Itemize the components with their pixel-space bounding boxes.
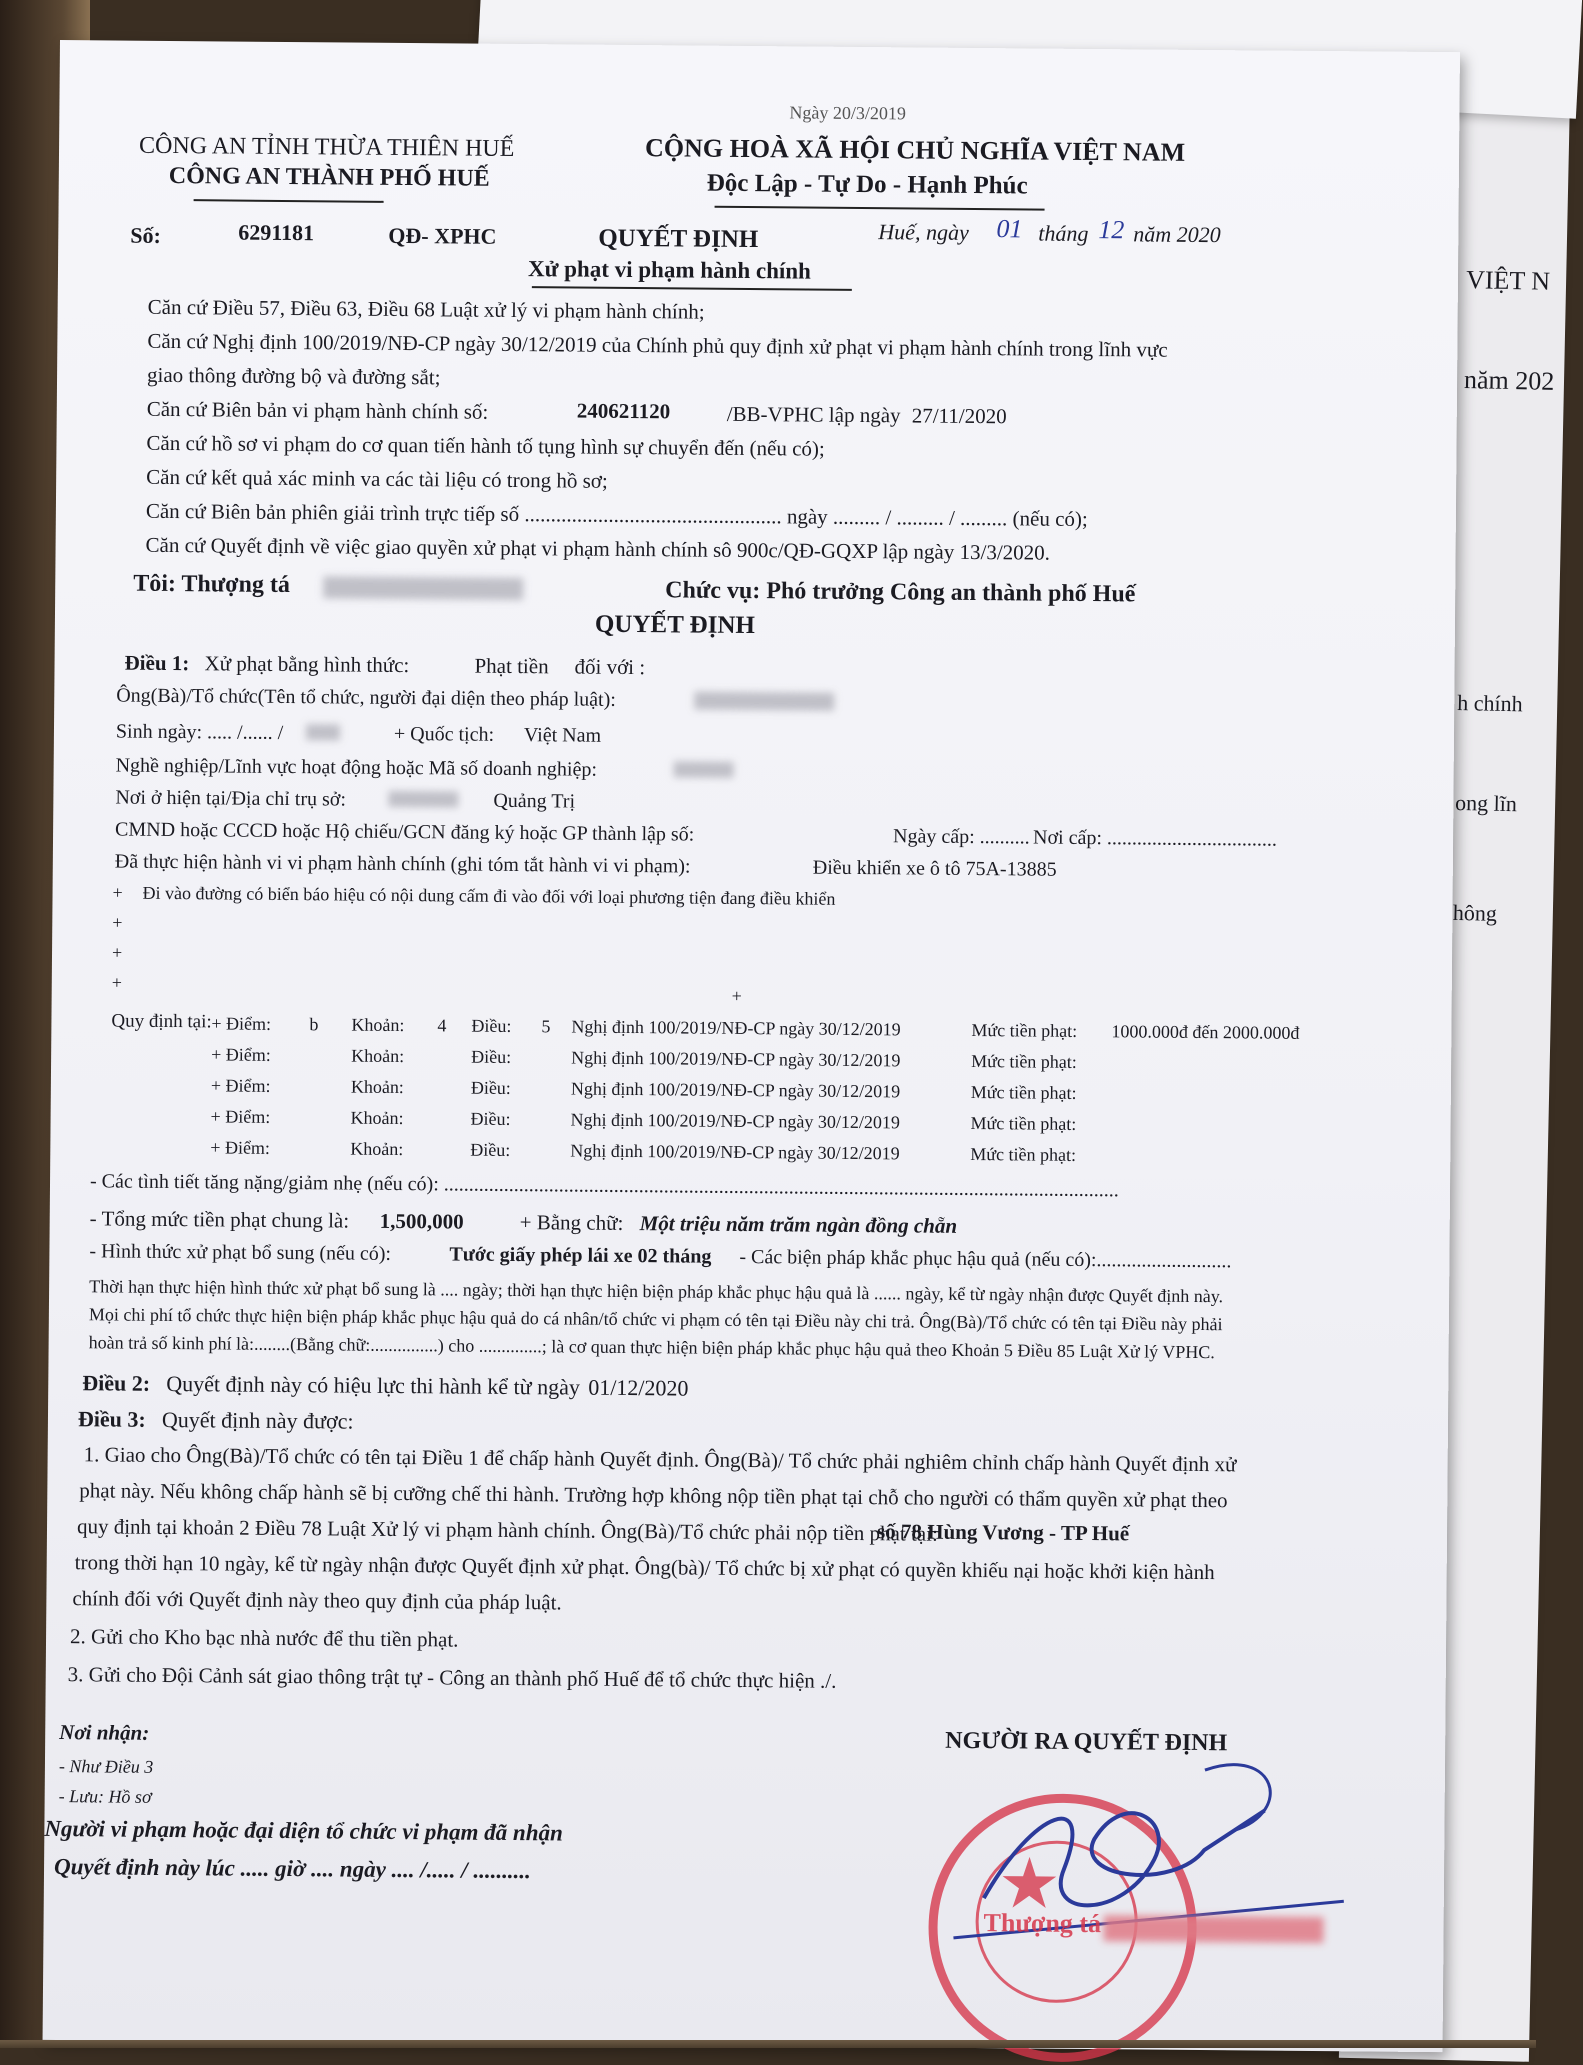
cost-paragraph: hoàn trả số kinh phí là:........(Bằng chữ:...............) cho ..............; là cơ quan thực hiện biện pháp khắc phục hậu quả theo Khoản 5 Điều 85 Luật Xử lý VPHC. <box>88 1332 1215 1363</box>
circumstances-line: - Các tình tiết tăng nặng/giảm nhẹ (nếu có): ....................................................................................................................................... <box>89 1170 1119 1202</box>
form-date-note: Ngày 20/3/2019 <box>789 102 906 124</box>
fine-range-label: Mức tiền phạt: <box>971 1050 1077 1072</box>
amount-words-label: + Bằng chữ: <box>519 1210 624 1235</box>
article-3-line: trong thời hạn 10 ngày, kể từ ngày nhận được Quyết định xử phạt. Ông(bà)/ Tổ chức bị xử phạt có quyền khiếu nại hoặc khởi kiện hành <box>74 1550 1215 1585</box>
article-3-line: phạt này. Nếu không chấp hành sẽ bị cưỡng chế thi hành. Trường hợp không nộp tiền phạt tại chỗ cho người có thẩm quyền xử phạt theo <box>79 1478 1228 1513</box>
record-date: 27/11/2020 <box>911 403 1007 429</box>
vehicle-plate: Điều khiển xe ô tô 75A-13885 <box>812 856 1057 881</box>
penalty-form: Phạt tiền <box>474 653 549 679</box>
unit-name: CÔNG AN THÀNH PHỐ HUẾ <box>168 162 490 192</box>
rule-article-label: Điều: <box>470 1077 511 1098</box>
rule-clause-label: Khoản: <box>350 1138 404 1160</box>
legal-basis: Căn cứ Điều 57, Điều 63, Điều 68 Luật xử lý vi phạm hành chính; <box>147 294 705 324</box>
payment-place: số 78 Hùng Vương - TP Huế <box>876 1519 1130 1546</box>
rule-point-label: + Điểm: <box>211 1044 271 1065</box>
receipt-time: Quyết định này lúc ..... giờ .... ngày .... /..... / .......... <box>53 1854 531 1884</box>
document-title: QUYẾT ĐỊNH <box>598 224 759 254</box>
issue-place: Nơi cấp: .................................. <box>1032 826 1278 851</box>
legal-basis: Căn cứ Biên bản vi phạm hành chính số: <box>146 396 489 424</box>
total-fine-amount: 1,500,000 <box>379 1208 464 1234</box>
decision-code: QĐ- XPHC <box>388 222 497 249</box>
cost-paragraph: Mọi chi phí tổ chức thực hiện biện pháp khắc phục hậu quả do cá nhân/tổ chức vi phạm có tên tại Điều này chi trả. Ông(Bà)/Tổ chức có tên tại Điều này phải <box>88 1304 1223 1335</box>
article-3-intro: Quyết định này được: <box>161 1406 354 1434</box>
violation-label: Đã thực hiện hành vi vi phạm hành chính (ghi tóm tắt hành vi vi phạm): <box>114 850 691 878</box>
rule-clause-label: Khoản: <box>350 1107 404 1129</box>
id-label: CMND hoặc CCCD hoặc Hộ chiếu/GCN đăng ký hoặc GP thành lập số: <box>115 818 695 846</box>
fine-range-label: Mức tiền phạt: <box>971 1019 1078 1041</box>
rule-point: b <box>309 1014 319 1035</box>
article-3-heading: Điều 3: <box>77 1406 146 1432</box>
decree-ref: Nghị định 100/2019/NĐ-CP ngày 30/12/2019 <box>571 1016 901 1040</box>
fine-range-label: Mức tiền phạt: <box>970 1081 1077 1103</box>
fine-range-label: Mức tiền phạt: <box>970 1112 1077 1134</box>
year-label: năm 2020 <box>1133 221 1221 248</box>
national-motto: Độc Lập - Tự Do - Hạnh Phúc <box>706 169 1028 200</box>
rule-article-label: Điều: <box>471 1015 512 1036</box>
violator-receipt: Người vi phạm hoặc đại diện tổ chức vi phạm đã nhận <box>44 1815 563 1846</box>
article-3-line: chính đối với Quyết định này theo quy định của pháp luật. <box>72 1586 562 1615</box>
rule-point-label: + Điểm: <box>210 1075 271 1096</box>
signer-title: NGƯỜI RA QUYẾT ĐỊNH <box>945 1727 1228 1757</box>
decision-heading: QUYẾT ĐỊNH <box>594 610 756 640</box>
redacted-signer-name <box>1103 1915 1323 1943</box>
rule-clause-label: Khoản: <box>351 1014 405 1036</box>
decision-number: 6291181 <box>238 219 315 246</box>
violation-bullet: + <box>111 942 123 963</box>
legal-basis: giao thông đường bộ và đường sắt; <box>146 362 441 390</box>
handwritten-month: 12 <box>1098 215 1125 245</box>
number-label: Số: <box>130 222 161 248</box>
place-date: Huế, ngày <box>878 219 969 245</box>
legal-basis: Căn cứ Nghị định 100/2019/NĐ-CP ngày 30/12/2019 của Chính phủ quy định xử phạt vi phạm hành chính trong lĩnh vực <box>147 328 1168 362</box>
decree-ref: Nghị định 100/2019/NĐ-CP ngày 30/12/2019 <box>571 1047 901 1071</box>
additional-penalty-label: - Hình thức xử phạt bổ sung (nếu có): <box>89 1240 392 1265</box>
recipient: - Như Điều 3 <box>58 1756 154 1777</box>
underline <box>715 206 1045 211</box>
agency-name: CÔNG AN TỈNH THỪA THIÊN HUẾ <box>138 132 515 162</box>
nationality-label: + Quốc tịch: <box>393 722 495 746</box>
decree-ref: Nghị định 100/2019/NĐ-CP ngày 30/12/2019 <box>570 1078 901 1102</box>
document-subtitle: Xử phạt vi phạm hành chính <box>527 256 812 284</box>
remedy-measures: - Các biện pháp khắc phục hậu quả (nếu có):........................... <box>739 1245 1232 1273</box>
occupation-label: Nghề nghiệp/Lĩnh vực hoạt động hoặc Mã số doanh nghiệp: <box>115 754 598 781</box>
address-label: Nơi ở hiện tại/Địa chỉ trụ sở: <box>115 786 347 811</box>
rule-clause: 4 <box>437 1015 447 1036</box>
violation-bullet: + <box>112 882 123 903</box>
fine-range-label: Mức tiền phạt: <box>970 1143 1077 1165</box>
address-value: Quảng Trị <box>493 789 576 813</box>
redacted-address <box>388 791 458 808</box>
violation-bullet: + <box>112 912 123 933</box>
recipient: - Lưu: Hồ sơ <box>58 1786 152 1807</box>
article-3-line: 1. Giao cho Ông(Bà)/Tổ chức có tên tại Điều 1 để chấp hành Quyết định. Ông(Bà)/ Tổ chức phải nghiêm chỉnh chấp hành Quyết định xử <box>83 1442 1237 1477</box>
nationality-value: Việt Nam <box>523 724 602 747</box>
against-label: đối với : <box>574 654 646 680</box>
violation-text: Đi vào đường có biển báo hiệu có nội dung cấm đi vào đối với loại phương tiện đang điều khiển <box>142 882 836 909</box>
redacted-dob <box>306 724 340 740</box>
official-label: Tôi: Thượng tá <box>133 570 290 599</box>
side-sheet-text: h chính <box>1457 689 1523 717</box>
rule-point-label: + Điểm: <box>210 1137 271 1158</box>
effective-date: 01/12/2020 <box>588 1374 689 1401</box>
rule-article-label: Điều: <box>470 1139 511 1160</box>
redacted-person <box>694 692 834 711</box>
side-sheet-text: hông <box>1452 899 1498 926</box>
article-3-line: 2. Gửi cho Kho bạc nhà nước để thu tiền phạt. <box>69 1624 459 1652</box>
redacted-occupation <box>674 761 734 778</box>
decision-document <box>43 40 1460 2052</box>
additional-penalty: Tước giấy phép lái xe 02 tháng <box>449 1243 712 1268</box>
legal-basis: Căn cứ Biên bản phiên giải trình trực tiếp số ................................................. ngày ......... / ......... / ......... (nếu có); <box>145 498 1088 531</box>
regulation-label: Quy định tại: <box>111 1010 212 1033</box>
violation-bullet: + <box>111 972 123 993</box>
recipients-heading: Nơi nhận: <box>59 1720 150 1745</box>
side-sheet-text: ong lĩn <box>1454 789 1518 817</box>
month-label: tháng <box>1038 220 1089 246</box>
amount-in-words: Một triệu năm trăm ngàn đồng chẵn <box>639 1211 958 1238</box>
record-number: 240621120 <box>576 398 671 424</box>
desk-edge <box>0 2040 1536 2048</box>
handwritten-day: 01 <box>996 214 1023 244</box>
article-1-heading: Điều 1: <box>124 650 190 676</box>
rule-point-label: + Điểm: <box>210 1106 271 1127</box>
rule-clause-label: Khoản: <box>351 1045 405 1067</box>
country-name: CỘNG HOÀ XÃ HỘI CHỦ NGHĨA VIỆT NAM <box>644 133 1186 167</box>
deadline-paragraph: Thời hạn thực hiện hình thức xử phạt bổ sung là .... ngày; thời hạn thực hiện biện pháp khắc phục hậu quả là ...... ngày, kể từ ngày nhận được Quyết định này. <box>89 1276 1224 1307</box>
legal-basis: Căn cứ Quyết định về việc giao quyền xử phạt vi phạm hành chính sô 900c/QĐ-GQXP lập ngày 13/3/2020. <box>145 532 1051 565</box>
decree-ref: Nghị định 100/2019/NĐ-CP ngày 30/12/2019 <box>570 1109 901 1133</box>
signer-rank: Thượng tá <box>983 1908 1102 1939</box>
rule-point-label: + Điểm: <box>211 1013 272 1034</box>
article-2-heading: Điều 2: <box>82 1370 151 1396</box>
article-2-text: Quyết định này có hiệu lực thi hành kể từ ngày <box>166 1370 581 1400</box>
underline <box>194 199 384 203</box>
underline <box>532 286 852 291</box>
official-position: Chức vụ: Phó trưởng Công an thành phố Huế <box>665 577 1136 608</box>
legal-basis: Căn cứ kết quả xác minh va các tài liệu có trong hồ sơ; <box>146 464 608 493</box>
article-3-line: quy định tại khoản 2 Điều 78 Luật Xử lý vi phạm hành chính. Ông(Bà)/Tổ chức phải nộp tiền phạt tại: <box>76 1514 938 1546</box>
side-sheet-text: năm 202 <box>1463 365 1555 396</box>
total-fine-label: - Tổng mức tiền phạt chung là: <box>89 1206 350 1233</box>
legal-basis: Căn cứ hồ sơ vi phạm do cơ quan tiến hành tố tụng hình sự chuyển đến (nếu có); <box>146 430 825 461</box>
fine-range: 1000.000đ đến 2000.000đ <box>1111 1021 1300 1043</box>
record-suffix: /BB-VPHC lập ngày <box>726 401 901 428</box>
rule-article-label: Điều: <box>470 1108 511 1129</box>
rule-article-label: Điều: <box>471 1046 512 1067</box>
violation-bullet: + <box>731 985 742 1006</box>
side-sheet-text: VIỆT N <box>1465 265 1551 296</box>
decree-ref: Nghị định 100/2019/NĐ-CP ngày 30/12/2019 <box>570 1140 900 1164</box>
official-seal: ★ <box>927 1793 1197 2063</box>
rule-clause-label: Khoản: <box>350 1076 404 1098</box>
issue-date: Ngày cấp: .......... <box>892 825 1030 849</box>
rule-article: 5 <box>541 1016 551 1037</box>
penalty-form-label: Xử phạt bằng hình thức: <box>204 651 410 678</box>
person-label: Ông(Bà)/Tổ chức(Tên tổ chức, người đại diện theo pháp luật): <box>116 684 616 711</box>
dob-label: Sinh ngày: ..... /...... / <box>115 720 284 744</box>
redacted-name <box>323 576 523 600</box>
article-3-line: 3. Gửi cho Đội Cảnh sát giao thông trật tự - Công an thành phố Huế để tổ chức thực hiện ./. <box>67 1662 837 1693</box>
